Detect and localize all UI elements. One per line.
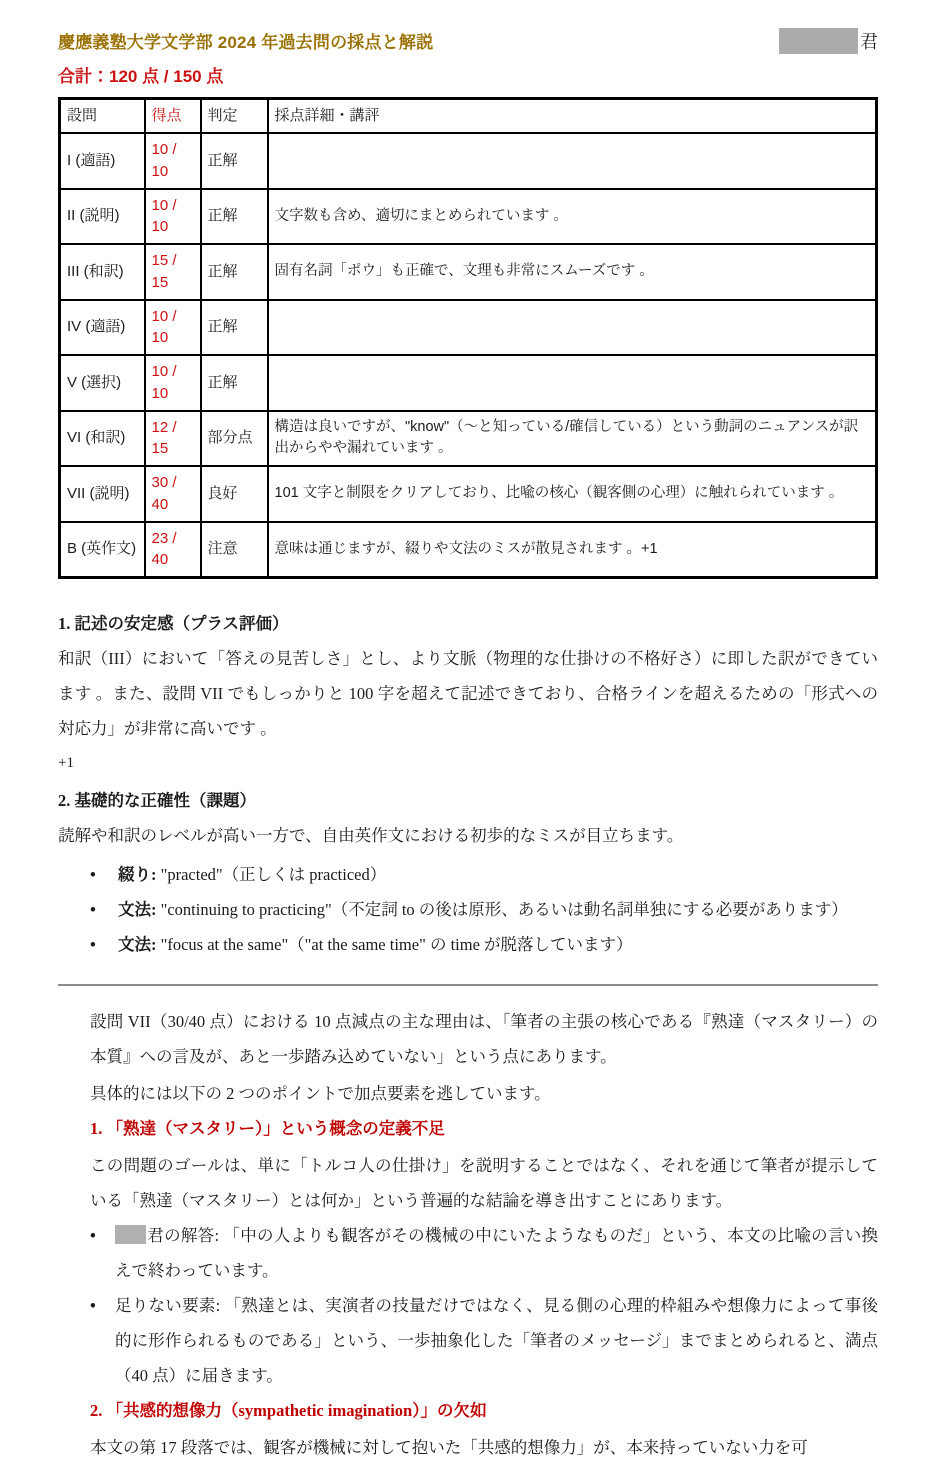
plus-one-note: +1	[58, 755, 74, 771]
table-row	[60, 189, 877, 245]
evaluation-body	[58, 609, 878, 1465]
comment-cell: 構造は良いですが、"know"（〜と知っている/確信している）という動詞のニュアンスが訳出からやや漏れています 。	[268, 411, 877, 467]
comment-cell: 文字数も含め、適切にまとめられています 。	[268, 189, 877, 245]
verdict-cell: 良好	[201, 466, 268, 522]
section2-heading: 2. 基礎的な正確性（課題）	[58, 791, 256, 810]
comment-cell: 意味は通じますが、綴りや文法のミスが散見されます 。+1	[268, 522, 877, 578]
question-cell: II (説明)	[60, 189, 145, 245]
table-row	[60, 133, 877, 189]
detail-block	[90, 1004, 878, 1465]
comment-cell: 固有名詞「ポウ」も正確で、文理も非常にスムーズです 。	[268, 244, 877, 300]
header-score: 得点	[145, 99, 201, 134]
table-row	[60, 300, 877, 356]
question-cell: VI (和訳)	[60, 411, 145, 467]
question-cell: VII (説明)	[60, 466, 145, 522]
section1-paragraph: 和訳（III）において「答えの見苦しさ」とし、より文脈（物理的な仕掛けの不格好さ）に即した訳ができています 。また、設問 VII でもしっかりと 100 字を超えて記述できており、合格ラインを超えるための「形式への対応力」が非常に高いです 。	[58, 649, 878, 738]
detail-paragraph: 本文の第 17 段落では、観客が機械に対して抱いた「共感的想像力」が、本来持っていない力を可	[90, 1438, 808, 1457]
question-cell: IV (適語)	[60, 300, 145, 356]
comment-cell: 101 文字と制限をクリアしており、比喩の核心（観客側の心理）に触れられています 。	[268, 466, 877, 522]
detail-bullet-text: 君の解答: 「中の人よりも観客がその機械の中にいたようなものだ」という、本文の比喩の言い換えで終わっています。	[115, 1226, 878, 1280]
verdict-cell: 部分点	[201, 411, 268, 467]
page-title: 慶應義塾大学文学部 2024 年過去問の採点と解説	[58, 33, 434, 52]
score-cell: 10 / 10	[145, 189, 201, 245]
student-name	[779, 28, 878, 54]
verdict-cell: 正解	[201, 133, 268, 189]
comment-cell	[268, 133, 877, 189]
question-cell: III (和訳)	[60, 244, 145, 300]
detail-red-heading-1: 1. 「熟達（マスタリー）」という概念の定義不足	[90, 1119, 445, 1138]
mistake-text: "focus at the same"（"at the same time" の time が脱落しています）	[156, 935, 633, 954]
detail-list	[90, 1218, 878, 1393]
question-cell: V (選択)	[60, 355, 145, 411]
table-row	[60, 522, 877, 578]
detail-paragraph: この問題のゴールは、単に「トルコ人の仕掛け」を説明することではなく、それを通じて筆者が提示している「熟達（マスタリー）とは何か」という普遍的な結論を導き出すことにあります。	[90, 1156, 878, 1210]
table-header-row	[60, 99, 877, 134]
verdict-cell: 正解	[201, 244, 268, 300]
section2-intro: 読解や和訳のレベルが高い一方で、自由英作文における初歩的なミスが目立ちます。	[58, 826, 684, 845]
mistake-text: "practed"（正しくは practiced）	[156, 865, 387, 884]
detail-red-heading-2: 2. 「共感的想像力（sympathetic imagination）」の欠如	[90, 1401, 487, 1420]
header-verdict: 判定	[201, 99, 268, 134]
list-item	[90, 1218, 878, 1288]
detail-paragraph: 具体的には以下の 2 つのポイントで加点要素を逃しています。	[90, 1084, 551, 1103]
verdict-cell: 注意	[201, 522, 268, 578]
list-item	[58, 892, 878, 927]
mistake-list	[58, 857, 878, 962]
comment-cell	[268, 355, 877, 411]
section-divider	[58, 984, 878, 986]
verdict-cell: 正解	[201, 189, 268, 245]
table-row	[60, 466, 877, 522]
mistake-text: "continuing to practicing"（不定詞 to の後は原形、あるいは動名詞単独にする必要があります）	[156, 900, 848, 919]
score-cell: 12 / 15	[145, 411, 201, 467]
mistake-label: 綴り:	[118, 865, 157, 884]
mistake-label: 文法:	[118, 900, 157, 919]
list-item	[58, 857, 878, 892]
total-score: 合計：120 点 / 150 点	[58, 67, 224, 86]
student-honorific: 君	[860, 32, 878, 52]
question-cell: B (英作文)	[60, 522, 145, 578]
score-cell: 15 / 15	[145, 244, 201, 300]
score-cell: 23 / 40	[145, 522, 201, 578]
score-cell: 30 / 40	[145, 466, 201, 522]
mistake-label: 文法:	[118, 935, 157, 954]
list-item	[90, 1288, 878, 1393]
section1-heading: 1. 記述の安定感（プラス評価）	[58, 614, 289, 633]
verdict-cell: 正解	[201, 300, 268, 356]
detail-paragraph: 設問 VII（30/40 点）における 10 点減点の主な理由は、「筆者の主張の核心である『熟達（マスタリー）の本質』への言及が、あと一歩踏み込めていない」という点にあります。	[90, 1012, 878, 1066]
score-cell: 10 / 10	[145, 133, 201, 189]
document-header	[58, 28, 878, 54]
question-cell: I (適語)	[60, 133, 145, 189]
list-item	[58, 927, 878, 962]
header-question: 設問	[60, 99, 145, 134]
table-row	[60, 244, 877, 300]
redacted-name-box	[779, 28, 858, 54]
table-row	[60, 355, 877, 411]
score-cell: 10 / 10	[145, 300, 201, 356]
header-comment: 採点詳細・講評	[268, 99, 877, 134]
redacted-name-box	[115, 1225, 146, 1244]
table-row	[60, 411, 877, 467]
score-cell: 10 / 10	[145, 355, 201, 411]
comment-cell	[268, 300, 877, 356]
detail-bullet-text: 足りない要素: 「熟達とは、実演者の技量だけではなく、見る側の心理的枠組みや想像力によって事後的に形作られるものである」という、一歩抽象化した「筆者のメッセージ」までまとめられると、満点（40 点）に届きます。	[115, 1296, 878, 1385]
verdict-cell: 正解	[201, 355, 268, 411]
score-table	[58, 97, 878, 579]
